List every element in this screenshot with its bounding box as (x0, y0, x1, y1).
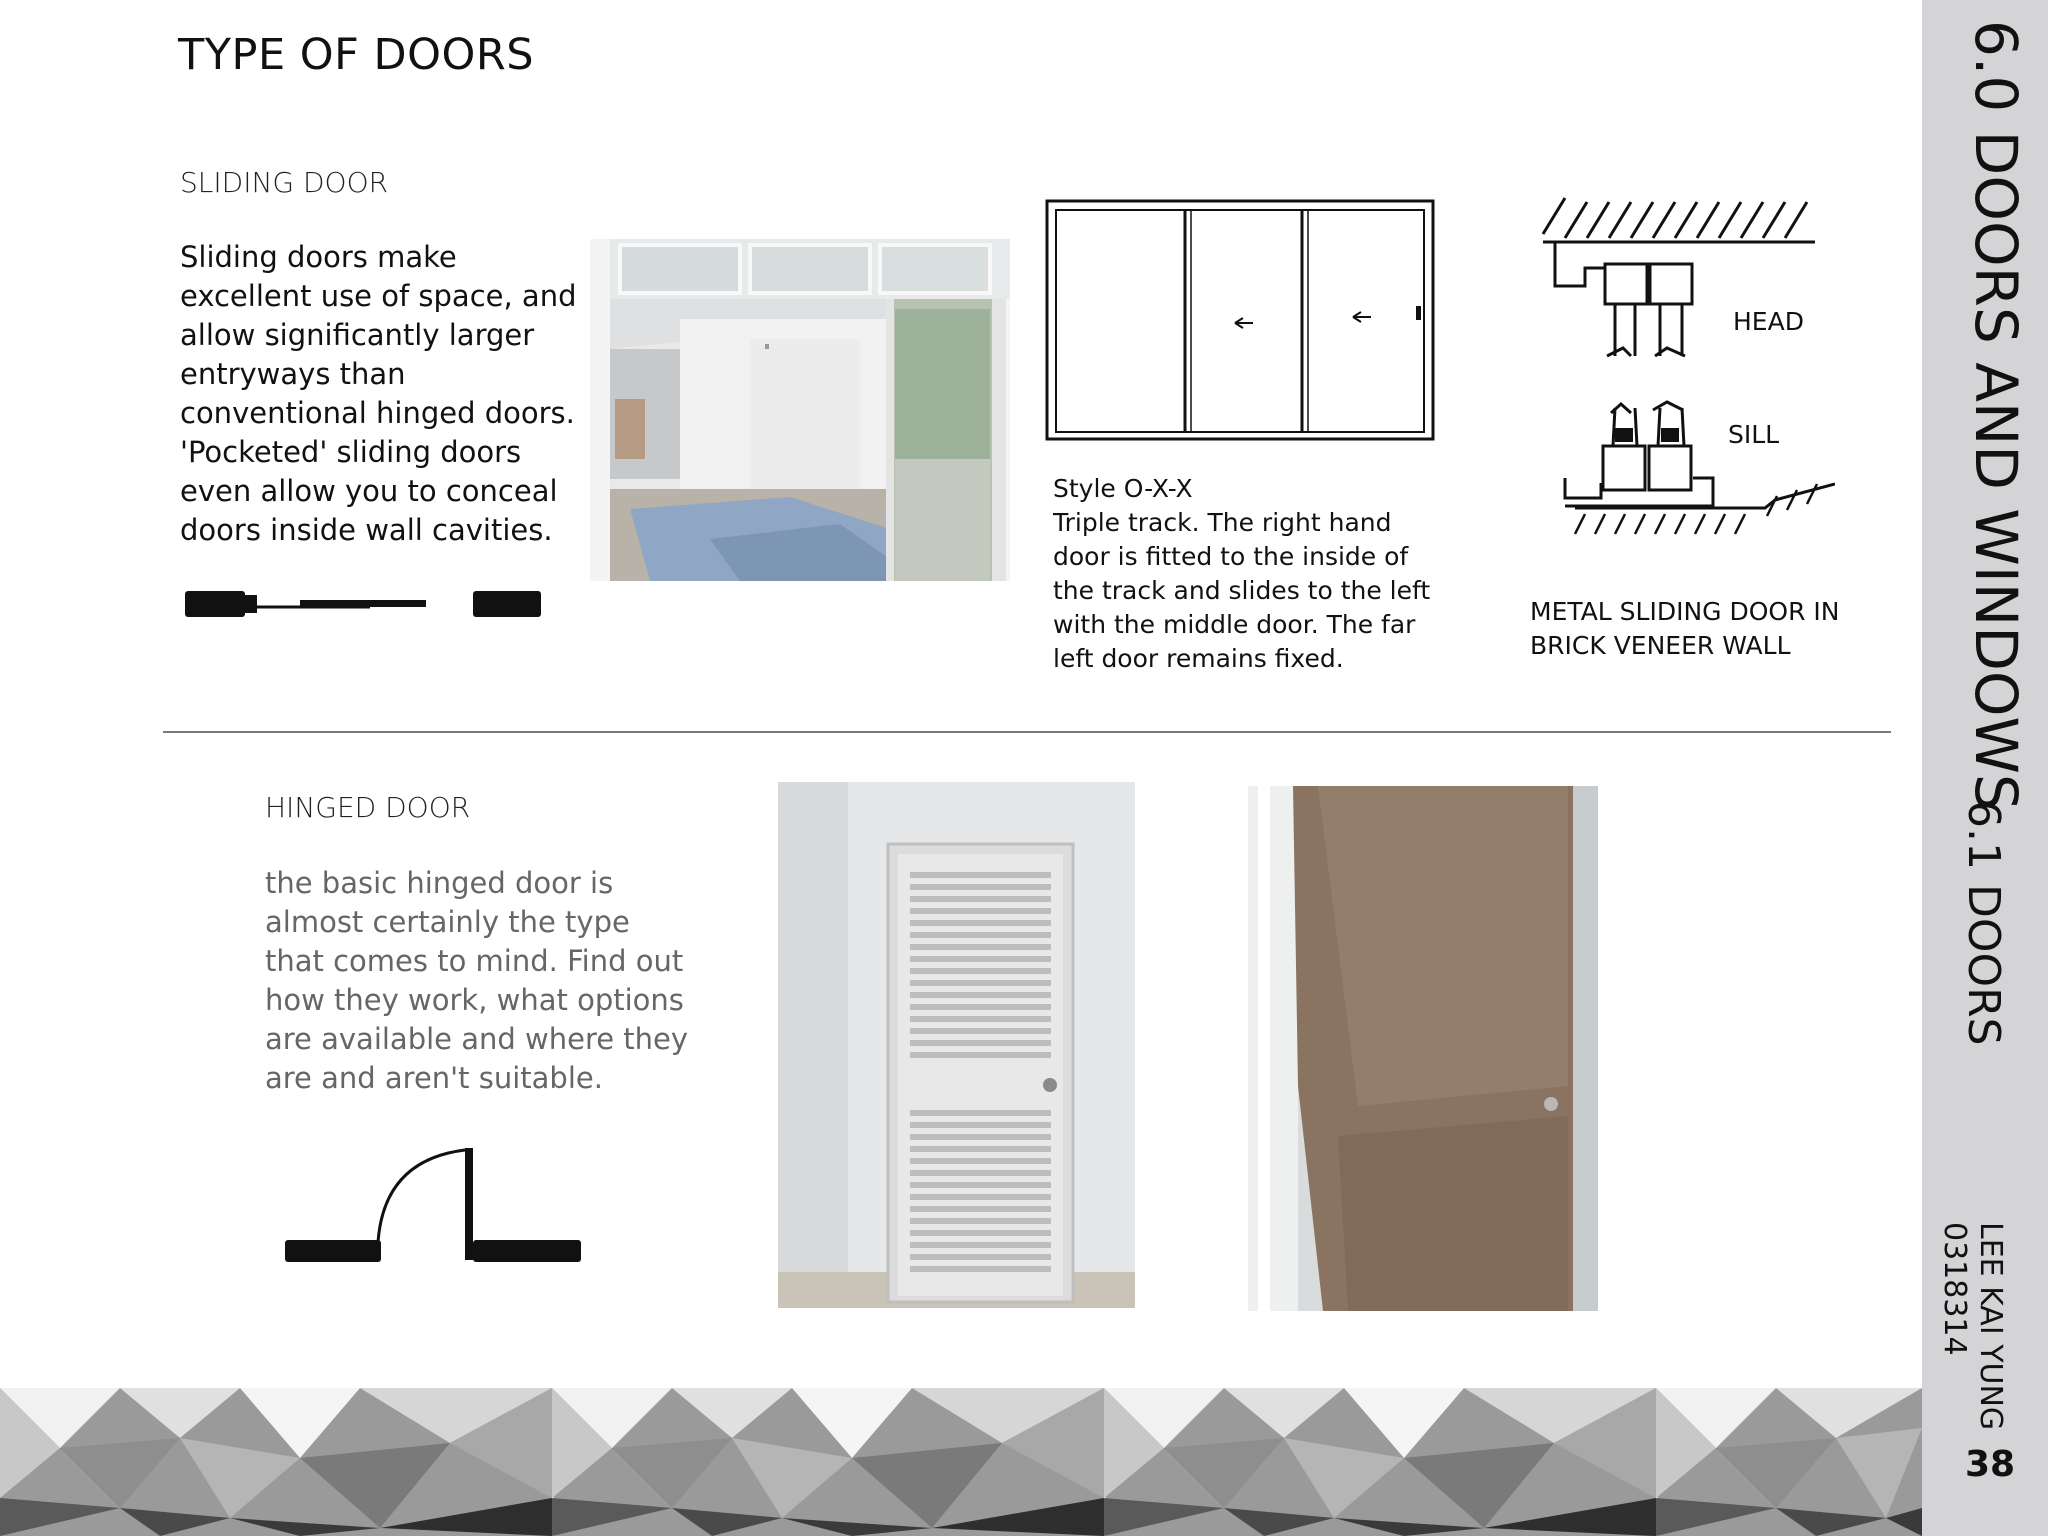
page-number: 38 (1964, 1444, 2016, 1485)
style-name: Style O-X-X (1053, 474, 1193, 503)
section-divider (163, 731, 1891, 733)
sliding-door-heading: SLIDING DOOR (180, 166, 389, 199)
sliding-door-plan-symbol (180, 585, 545, 625)
section-title: 6.1 DOORS (1958, 800, 2009, 1046)
author-block (1936, 1222, 2008, 1430)
louvered-door-photo (778, 782, 1135, 1308)
sliding-door-photo (590, 239, 1010, 581)
detail-label-head: HEAD (1733, 307, 1804, 336)
detail-label-sill: SILL (1728, 420, 1780, 449)
chapter-title: 6.0 DOORS AND WINDOWS (1962, 20, 2030, 811)
author-name: LEE KAI YUNG (1973, 1222, 2008, 1431)
footer-decorative-band (0, 1388, 1922, 1536)
hinged-door-description: the basic hinged door is almost certainly the type that comes to mind. Find out how they work, what options are available and where they are and aren't suitable. (265, 866, 689, 1095)
style-description: Triple track. The right hand door is fitted to the inside of the track and slides to the left with the middle door. The far left door remains fixed. (1053, 508, 1431, 673)
page-title: TYPE OF DOORS (178, 30, 535, 80)
head-sill-detail-drawing (1535, 178, 1835, 568)
sliding-door-description: Sliding doors make excellent use of space, and allow significantly larger entryways than conventional hinged doors. 'Pocketed' sliding doors even allow you to conceal doors inside wall cavities. (180, 240, 577, 547)
wooden-door-photo (1248, 786, 1598, 1311)
hinged-door-plan-symbol (280, 1140, 590, 1270)
sliding-door-elevation-drawing (1040, 196, 1440, 446)
detail-caption: METAL SLIDING DOOR IN BRICK VENEER WALL (1530, 597, 1840, 660)
author-id: 0318314 (1937, 1222, 1972, 1356)
hinged-door-heading: HINGED DOOR (265, 791, 471, 824)
